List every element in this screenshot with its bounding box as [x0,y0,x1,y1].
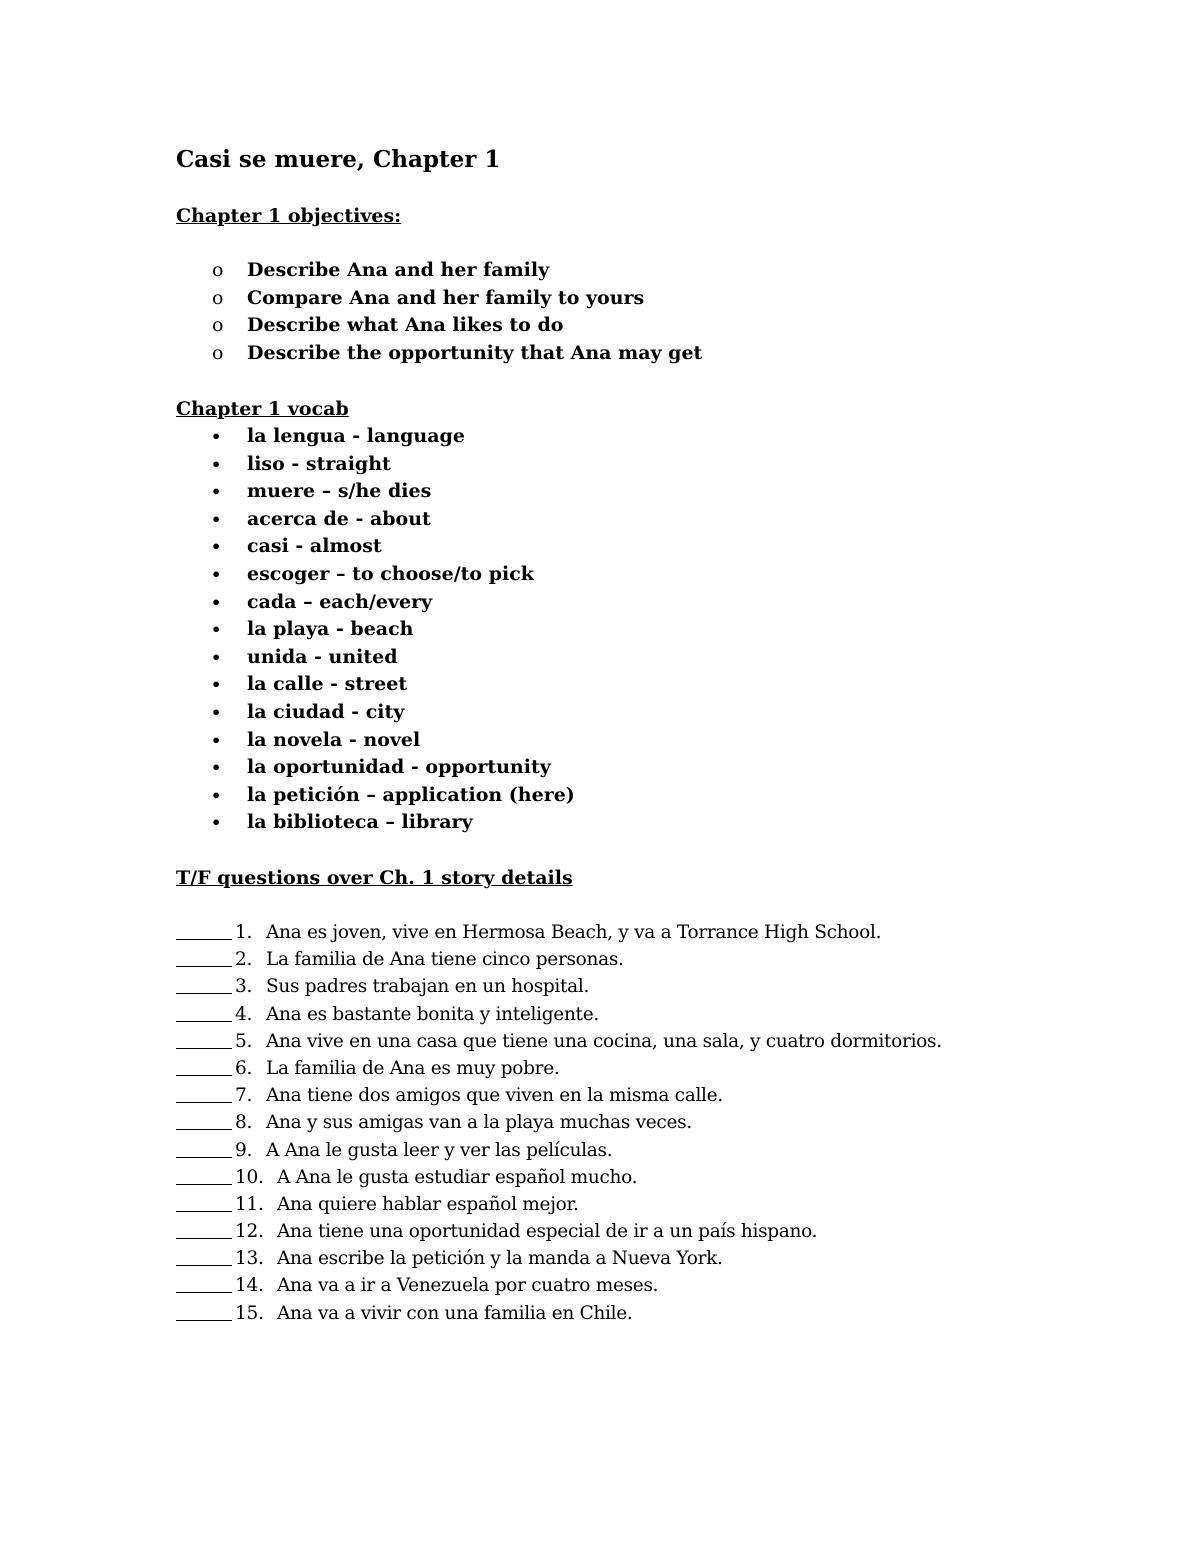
question-number: 10. [235,1166,264,1188]
question-text: Ana escribe la petición y la manda a Nueva York. [277,1248,723,1270]
vocab-text: la ciudad - city [247,700,405,723]
question-text: A Ana le gusta leer y ver las películas. [266,1139,613,1161]
objective-text: Describe Ana and her family [247,259,550,281]
answer-blank[interactable] [176,1082,232,1103]
question-text: La familia de Ana tiene cinco personas. [266,949,624,971]
vocab-text: la playa - beach [247,618,414,641]
bullet-icon: • [211,509,222,529]
question-number: 13. [235,1248,264,1270]
question-text: Ana es bastante bonita y inteligente. [266,1003,599,1025]
vocab-text: la oportunidad - opportunity [247,756,551,779]
bullet-icon: • [211,427,222,446]
question-text: Ana y sus amigas van a la playa muchas veces. [266,1112,692,1134]
bullet-icon: • [211,758,222,778]
answer-blank[interactable] [176,919,232,940]
vocab-text: la calle - street [247,673,408,696]
vocab-text: unida - united [247,645,398,668]
bullet-icon: • [211,537,222,557]
list-marker: o [212,314,224,337]
list-marker: o [212,286,224,309]
question-number: 7. [235,1085,253,1107]
vocab-text: escoger – to choose/to pick [247,562,534,585]
objective-text: Describe the opportunity that Ana may get [247,341,703,364]
question-text: La familia de Ana es muy pobre. [266,1057,560,1079]
page-title: Casi se muere, Chapter 1 [176,146,501,173]
question-number: 1. [235,922,253,943]
answer-blank[interactable] [176,1272,232,1293]
question-number: 4. [235,1003,253,1025]
vocab-text: acerca de - about [247,507,431,530]
question-number: 5. [235,1030,253,1052]
bullet-icon: • [211,592,222,612]
bullet-icon: • [211,785,222,805]
bullet-icon: • [211,730,222,750]
question-text: Ana tiene dos amigos que viven en la misma calle. [266,1085,723,1107]
question-number: 2. [235,949,253,971]
list-marker: o [212,341,224,364]
objective-text: Describe what Ana likes to do [247,314,564,337]
question-text: Ana va a vivir con una familia en Chile. [277,1302,633,1324]
objective-text: Compare Ana and her family to yours [247,286,645,309]
answer-blank[interactable] [176,1218,232,1239]
vocab-text: la lengua - language [247,425,465,447]
bullet-icon: • [211,482,222,502]
vocab-text: cada – each/every [247,590,433,613]
question-number: 9. [235,1139,253,1161]
answer-blank[interactable] [176,1245,232,1266]
bullet-icon: • [211,813,222,833]
bullet-icon: • [211,620,222,640]
vocab-text: liso - straight [247,452,391,475]
question-number: 14. [235,1275,264,1297]
answer-blank[interactable] [176,1137,232,1158]
answer-blank[interactable] [176,973,232,994]
vocab-heading: Chapter 1 vocab [176,398,349,420]
question-number: 11. [235,1193,264,1215]
question-text: Ana va a ir a Venezuela por cuatro meses. [277,1275,659,1297]
vocab-text: la biblioteca – library [247,811,473,834]
vocab-text: muere – s/he dies [247,480,432,503]
vocab-text: casi - almost [247,535,382,558]
question-text: Ana quiere hablar español mejor. [277,1193,579,1215]
bullet-icon: • [211,647,222,667]
bullet-icon: • [211,564,222,584]
answer-blank[interactable] [176,1191,232,1212]
question-number: 15. [235,1302,264,1324]
bullet-icon: • [211,454,222,474]
bullet-icon: • [211,675,222,695]
question-text: A Ana le gusta estudiar español mucho. [277,1166,638,1188]
bullet-icon: • [211,702,222,722]
vocab-text: la novela - novel [247,728,421,751]
answer-blank[interactable] [176,946,232,967]
list-marker: o [212,259,224,281]
answer-blank[interactable] [176,1109,232,1130]
answer-blank[interactable] [176,1028,232,1049]
tf-questions-heading: T/F questions over Ch. 1 story details [176,867,573,889]
question-number: 8. [235,1112,253,1134]
question-text: Ana vive en una casa que tiene una cocina, una sala, y cuatro dormitorios. [266,1030,942,1052]
question-number: 3. [235,976,253,998]
question-number: 12. [235,1221,264,1243]
question-number: 6. [235,1057,253,1079]
answer-blank[interactable] [176,1055,232,1076]
vocab-text: la petición – application (here) [247,783,575,806]
answer-blank[interactable] [176,1001,232,1022]
question-text: Ana es joven, vive en Hermosa Beach, y va a Torrance High School. [266,922,882,943]
objectives-heading: Chapter 1 objectives: [176,205,402,227]
answer-blank[interactable] [176,1300,232,1321]
question-text: Ana tiene una oportunidad especial de ir a un país hispano. [277,1221,818,1243]
answer-blank[interactable] [176,1164,232,1185]
question-text: Sus padres trabajan en un hospital. [266,976,590,998]
